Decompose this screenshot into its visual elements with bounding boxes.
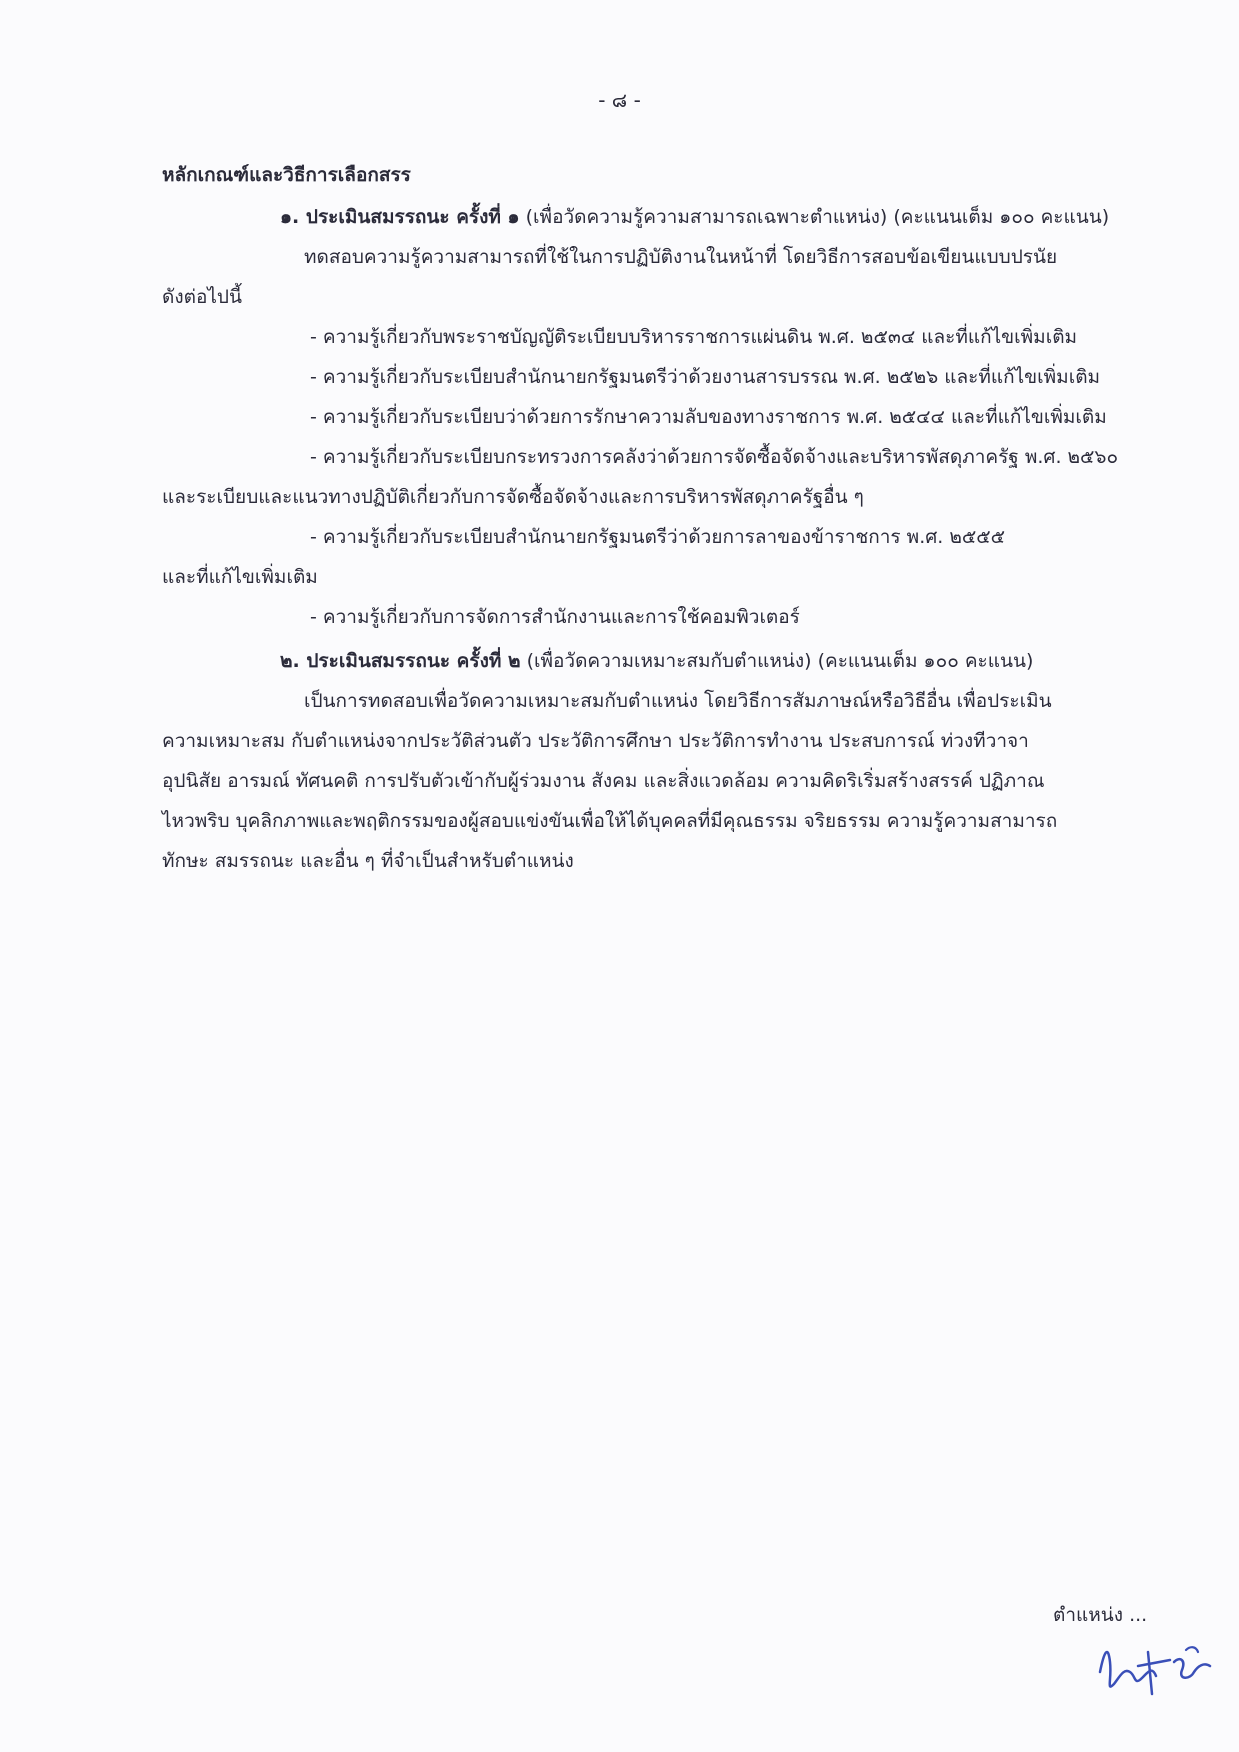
section2-title: ๒. ประเมินสมรรถนะ ครั้งที่ ๒	[280, 650, 521, 672]
signature-icon	[1090, 1632, 1230, 1702]
section1-item: - ความรู้เกี่ยวกับพระราชบัญญัติระเบียบบริหารราชการแผ่นดิน พ.ศ. ๒๕๓๔ และที่แก้ไขเพิ่มเติม	[310, 326, 1078, 348]
document-body	[162, 155, 1152, 881]
page-number: - ๘ -	[598, 88, 641, 112]
section1-item-continuation: และที่แก้ไขเพิ่มเติม	[162, 566, 318, 588]
section2-line: อุปนิสัย อารมณ์ ทัศนคติ การปรับตัวเข้ากับผู้ร่วมงาน สังคม และสิ่งแวดล้อม ความคิดริเริ่มสร้างสรรค์ ปฏิภาณ	[162, 770, 1045, 792]
section1-item-continuation: และระเบียบและแนวทางปฏิบัติเกี่ยวกับการจัดซื้อจัดจ้างและการบริหารพัสดุภาครัฐอื่น ๆ	[162, 486, 864, 508]
section1-item: - ความรู้เกี่ยวกับระเบียบว่าด้วยการรักษาความลับของทางราชการ พ.ศ. ๒๕๔๔ และที่แก้ไขเพิ่มเติม	[310, 406, 1107, 428]
section2-title-suffix: (เพื่อวัดความเหมาะสมกับตำแหน่ง) (คะแนนเต็ม ๑๐๐ คะแนน)	[520, 650, 1034, 672]
continuation-marker: ตำแหน่ง ...	[1053, 1604, 1148, 1626]
section1-intro-line2: ดังต่อไปนี้	[162, 286, 242, 308]
section2-line: ทักษะ สมรรถนะ และอื่น ๆ ที่จำเป็นสำหรับตำแหน่ง	[162, 850, 574, 872]
section2-title-line	[162, 641, 1152, 681]
section1-intro-line1: ทดสอบความรู้ความสามารถที่ใช้ในการปฏิบัติงานในหน้าที่ โดยวิธีการสอบข้อเขียนแบบปรนัย	[304, 246, 1058, 268]
section2-line: ความเหมาะสม กับตำแหน่งจากประวัติส่วนตัว ประวัติการศึกษา ประวัติการทำงาน ประสบการณ์ ท่วงทีวาจา	[162, 730, 1029, 752]
section1-item: - ความรู้เกี่ยวกับการจัดการสำนักงานและการใช้คอมพิวเตอร์	[310, 606, 800, 628]
section-heading: หลักเกณฑ์และวิธีการเลือกสรร	[162, 164, 411, 186]
section1-item: - ความรู้เกี่ยวกับระเบียบกระทรวงการคลังว่าด้วยการจัดซื้อจัดจ้างและบริหารพัสดุภาครัฐ พ.ศ. ๒๕๖๐	[310, 446, 1119, 468]
section1-title-suffix: (เพื่อวัดความรู้ความสามารถเฉพาะตำแหน่ง) (คะแนนเต็ม ๑๐๐ คะแนน)	[519, 206, 1110, 228]
section1-item: - ความรู้เกี่ยวกับระเบียบสำนักนายกรัฐมนตรีว่าด้วยการลาของข้าราชการ พ.ศ. ๒๕๕๕	[310, 526, 1006, 548]
section1-title-line	[162, 197, 1152, 237]
section1-item: - ความรู้เกี่ยวกับระเบียบสำนักนายกรัฐมนตรีว่าด้วยงานสารบรรณ พ.ศ. ๒๕๒๖ และที่แก้ไขเพิ่มเติม	[310, 366, 1101, 388]
section1-title: ๑. ประเมินสมรรถนะ ครั้งที่ ๑	[280, 206, 520, 228]
section2-line: เป็นการทดสอบเพื่อวัดความเหมาะสมกับตำแหน่ง โดยวิธีการสัมภาษณ์หรือวิธีอื่น เพื่อประเมิน	[304, 690, 1052, 712]
section2-line: ไหวพริบ บุคลิกภาพและพฤติกรรมของผู้สอบแข่งขันเพื่อให้ได้บุคคลที่มีคุณธรรม จริยธรรม ความรู้ความสามารถ	[162, 810, 1058, 832]
